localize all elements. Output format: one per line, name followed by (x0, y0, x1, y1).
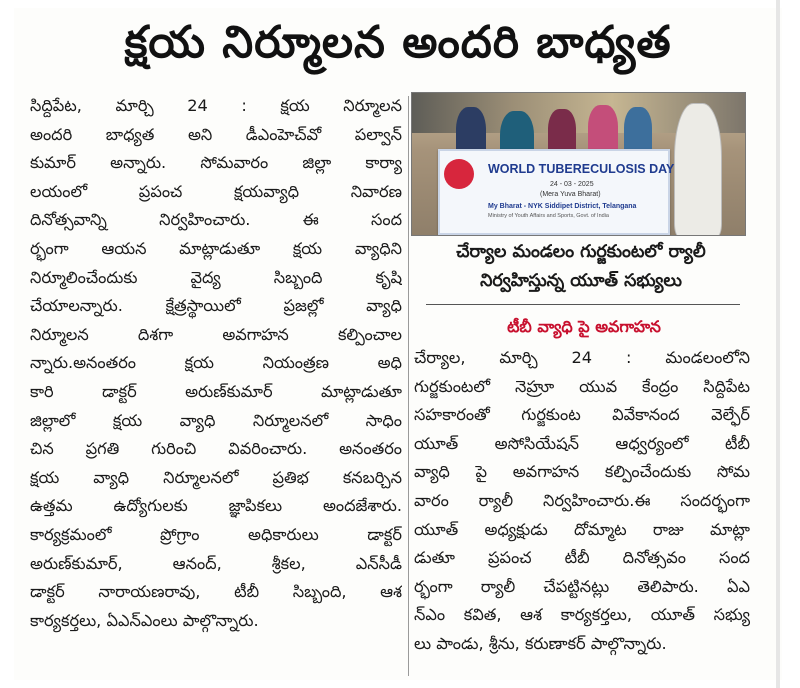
article-line: ర్భంగా ఆయన మాట్లాడుతూ క్షయ వ్యాధిని (30, 238, 402, 258)
article-line: కుమార్ అన్నారు. సోమవారం జిల్లా కార్యా (30, 153, 402, 173)
article-line: అందరి బాధ్యత అని డీఎంహెచ్‌వో పల్వాన్ (30, 124, 402, 144)
article-line: చేయాలన్నారు. క్షేత్రస్థాయిలో ప్రజల్లో వ్యాధి (30, 296, 402, 316)
article-line: కారి డాక్టర్ అరుణ్‌కుమార్ మాట్లాడుతూ (30, 381, 402, 401)
article-line: సహకారంతో గుర్జకుంట వివేకానంద వెల్ఫేర్ (414, 405, 750, 425)
left-article (30, 92, 402, 635)
right-article (414, 344, 750, 659)
article-line: డాక్టర్ నారాయణరావు, టీబీ సిబ్బంది, ఆశ (30, 582, 402, 602)
article-line: అరుణ్‌కుమార్, ఆనంద్, శ్రీకల, ఎన్‌సీడీ (30, 553, 402, 573)
caption-line-2: నిర్వహిస్తున్న యూత్ సభ్యులు (480, 271, 682, 291)
caption-line-1: చేర్యాల మండలం గుర్జకుంటలో ర్యాలీ (456, 242, 706, 262)
column-divider (408, 96, 409, 676)
tb-ribbon-logo (444, 159, 474, 189)
banner-ministry: Ministry of Youth Affairs and Sports, Govt. of India (488, 213, 609, 219)
news-photo (411, 92, 746, 236)
article-line: న్ఎం కవిత, ఆశ కార్యకర్తలు, యూత్ సభ్యు (414, 605, 750, 625)
article-line: నిర్మూలన దిశగా అవగాహన కల్పించాల (30, 324, 402, 344)
banner-date: 24 - 03 - 2025 (550, 181, 594, 188)
banner-title: WORLD TUBERECULOSIS DAY (488, 162, 675, 176)
article-line: డుతూ ప్రపంచ టీబీ దినోత్సవం సంద (414, 548, 750, 568)
banner-org: My Bharat - NYK Siddipet District, Telangana (488, 203, 637, 210)
article-line: దినోత్సవాన్ని నిర్వహించారు. ఈ సంద (30, 210, 402, 230)
photo-person (674, 103, 722, 236)
article-line: క్షయ వ్యాధి నిర్మూలనలో ప్రతిభ కనబర్చిన (30, 467, 402, 487)
article-line: జిల్లాలో క్షయ వ్యాధి నిర్మూలనలో సాధిం (30, 410, 402, 430)
article-line: లు పాండు, శ్రీను, కరుణాకర్ పాల్గొన్నారు. (414, 633, 667, 653)
article-line: చిన ప్రగతి గురించి వివరించారు. అనంతరం (30, 439, 402, 459)
caption-rule (426, 304, 740, 305)
article-line: నిర్మూలించేందుకు వైద్య సిబ్బంది కృషి (30, 267, 402, 287)
article-line: యూత్ అధ్యక్షుడు దోమ్మాట రాజు మాట్లా (414, 519, 750, 539)
photo-caption (426, 238, 736, 296)
tb-day-banner (438, 149, 675, 235)
article-line: కార్యక్రమంలో ప్రోగ్రాం అధికారులు డాక్టర్ (30, 524, 402, 544)
article-line: లయంలో ప్రపంచ క్షయవ్యాధి నివారణ (30, 181, 402, 201)
article-line: యూత్ అసోసియేషన్ ఆధ్వర్యంలో టీబీ (414, 433, 750, 453)
article-line: ఉత్తమ ఉద్యోగులకు జ్ఞాపికలు అందజేశారు. (30, 496, 402, 516)
article-line: వారం ర్యాలీ నిర్వహించారు.ఈ సందర్భంగా (414, 490, 750, 510)
page-edge (776, 0, 780, 688)
article-line: కార్యకర్తలు, ఏఎన్‌ఎంలు పాల్గొన్నారు. (30, 610, 259, 630)
article-line: గుర్జకుంటలో నెహ్రూ యువ కేంద్రం సిద్దిపేట (414, 376, 750, 396)
banner-subtitle: (Mera Yuva Bharat) (540, 191, 601, 198)
article-line: న్నారు.అనంతరం క్షయ నియంత్రణ అధి (30, 353, 402, 373)
article-line: వ్యాధి పై అవగాహన కల్పించేందుకు సోమ (414, 462, 750, 482)
article-line: చేర్యాల, మార్చి 24 : మండలంలోని (414, 348, 750, 367)
sub-headline: టీబీ వ్యాధి పై అవగాహన (507, 317, 661, 336)
article-line: ర్భంగా ర్యాలీ చేపట్టినట్లు తెలిపారు. ఏఎ (414, 576, 750, 596)
newspaper-clipping (14, 8, 782, 680)
article-line: సిద్దిపేట, మార్చి 24 : క్షయ నిర్మూలన (30, 96, 402, 115)
headline: క్షయ నిర్మూలన అందరి బాధ్యత (124, 17, 672, 68)
